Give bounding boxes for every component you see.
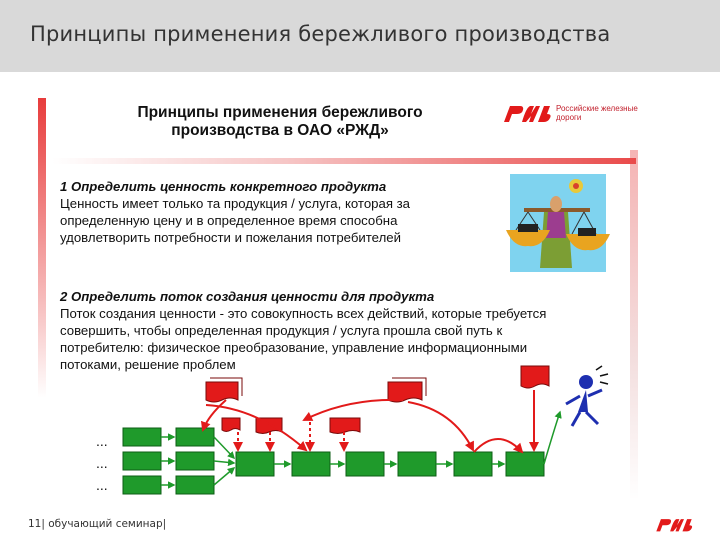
red-accent-left xyxy=(38,98,46,398)
process-block xyxy=(123,428,161,446)
process-block xyxy=(236,452,274,476)
rzd-logo-icon xyxy=(500,102,554,128)
principle-2-heading: 2 Определить поток создания ценности для продукта xyxy=(60,289,435,304)
process-block xyxy=(454,452,492,476)
process-block xyxy=(176,452,214,470)
ellipsis-2: ... xyxy=(96,455,108,471)
value-stream-diagram xyxy=(88,360,618,500)
logo-caption: Российские железные дороги xyxy=(556,104,638,122)
process-block xyxy=(292,452,330,476)
principle-2-text: Поток создания ценности - это совокупность всех действий, которые требуется совершить, чтобы определенная продукция / услуга прошла свой путь к потребителю: физическое преобразование, управление информационными потоками, решение проблем xyxy=(60,306,547,372)
red-accent-divider xyxy=(52,158,636,164)
process-block xyxy=(346,452,384,476)
customer-figure-icon xyxy=(566,366,608,426)
process-block xyxy=(176,476,214,494)
process-block xyxy=(398,452,436,476)
process-block xyxy=(123,452,161,470)
principle-1 xyxy=(60,178,480,246)
process-block xyxy=(506,452,544,476)
document-icon xyxy=(256,418,282,434)
footer-text: 11| обучающий семинар| xyxy=(28,518,167,530)
slide-title: Принципы применения бережливого производства xyxy=(30,22,611,46)
red-accent-right xyxy=(630,150,638,500)
document-icon xyxy=(521,366,549,388)
document-icon xyxy=(330,418,360,434)
rzd-footer-logo-icon xyxy=(652,516,696,536)
ellipsis-3: ... xyxy=(96,477,108,493)
customer-illustration-icon xyxy=(488,168,618,278)
principle-1-heading: 1 Определить ценность конкретного продукта xyxy=(60,179,387,194)
process-block xyxy=(176,428,214,446)
document-icon xyxy=(206,382,238,402)
process-block xyxy=(123,476,161,494)
document-icon xyxy=(222,418,240,432)
ellipsis-1: ... xyxy=(96,433,108,449)
principle-1-text: Ценность имеет только та продукция / услуга, которая за определенную цену и в определенное время способна удовлетворить потребности и пожелания потребителей xyxy=(60,196,411,245)
inner-title: Принципы применения бережливого производства в ОАО «РЖД» xyxy=(137,104,423,139)
